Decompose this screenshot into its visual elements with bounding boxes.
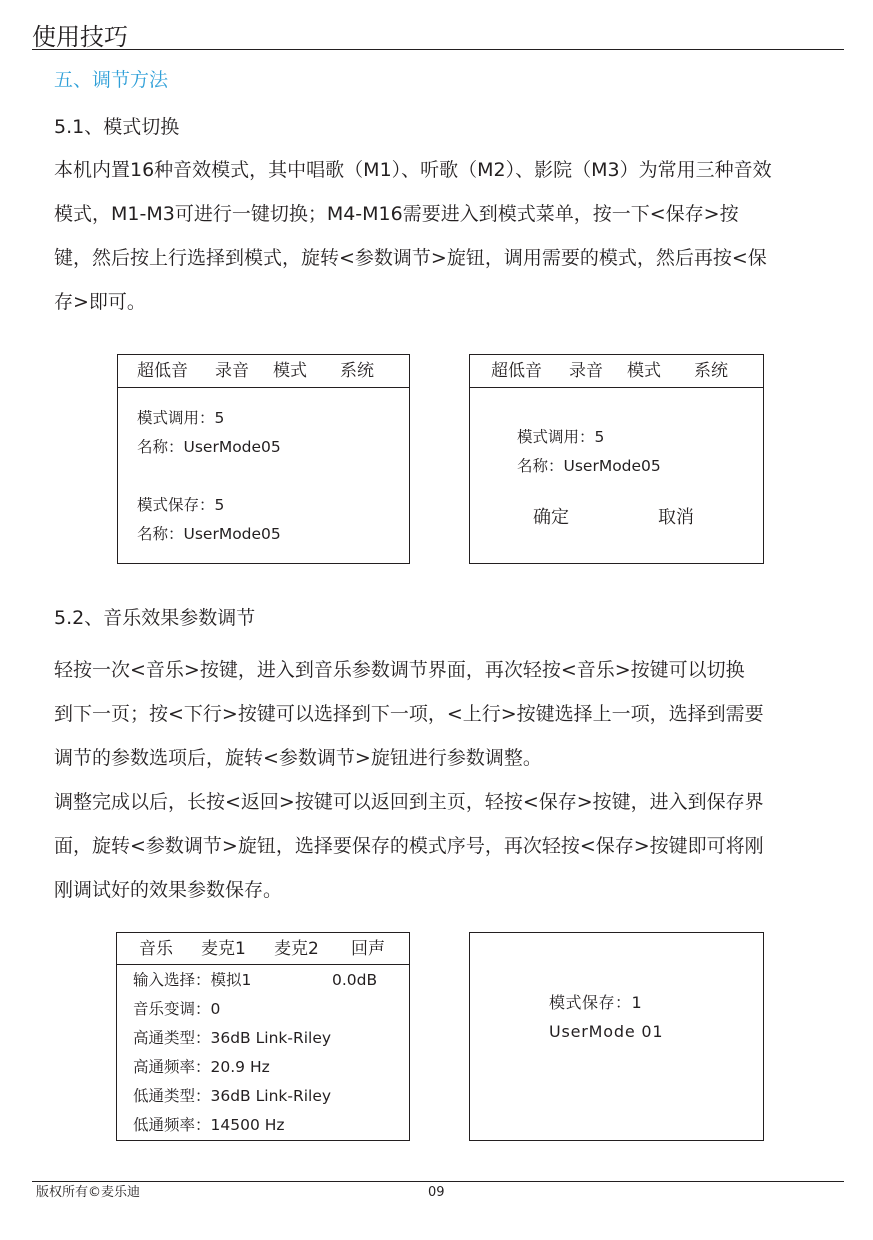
header-divider [32,49,844,50]
screen-menu-bar [118,355,409,388]
menu-item-subwoofer: 超低音 [137,361,188,381]
paragraph-line: 调节的参数选项后，旋转<参数调节>旋钮进行参数调整。 [54,747,542,769]
page-title: 使用技巧 [32,23,128,51]
lp-type-value: 低通类型：36dB Link-Riley [133,1087,332,1105]
menu-item-mic2: 麦克2 [274,939,319,959]
music-params-paragraph-2 [54,780,840,912]
page-number: 09 [428,1185,445,1200]
mode-call-name: 名称：UserMode05 [137,438,281,456]
confirm-button[interactable]: 确定 [533,507,569,528]
save-mode-name: UserMode 01 [549,1022,664,1041]
save-screen [469,932,764,1141]
menu-item-record: 录音 [569,361,603,381]
input-level-value: 0.0dB [332,971,378,989]
menu-item-echo: 回声 [351,939,385,959]
menu-item-system: 系统 [694,361,728,381]
paragraph-line: 轻按一次<音乐>按键，进入到音乐参数调节界面，再次轻按<音乐>按键可以切换 [54,659,745,681]
mode-screen-confirm [469,354,764,564]
hp-freq-value: 高通频率：20.9 Hz [133,1058,270,1076]
menu-item-system: 系统 [340,361,374,381]
mode-call-name: 名称：UserMode05 [517,457,661,475]
music-screen [116,932,410,1141]
paragraph-line: 调整完成以后，长按<返回>按键可以返回到主页，轻按<保存>按键，进入到保存界 [54,791,764,813]
paragraph-line: 到下一页；按<下行>按键可以选择到下一项，<上行>按键选择上一项，选择到需要 [54,703,764,725]
paragraph-line: 模式，M1-M3可进行一键切换；M4-M16需要进入到模式菜单，按一下<保存>按 [54,203,739,225]
mode-switch-heading: 5.1、模式切换 [54,116,180,138]
lp-freq-value: 低通频率：14500 Hz [133,1116,285,1134]
menu-item-record: 录音 [215,361,249,381]
footer-copyright: 版权所有©麦乐迪 [36,1185,141,1200]
mode-switch-paragraph [54,148,840,324]
mode-call-value: 模式调用：5 [517,428,605,446]
screen-menu-bar [470,355,763,388]
mode-screen-list [117,354,410,564]
screen-menu-bar [117,933,409,965]
input-select-value: 输入选择：模拟1 [133,971,252,989]
mode-save-value: 模式保存：5 [137,496,225,514]
paragraph-line: 本机内置16种音效模式，其中唱歌（M1）、听歌（M2）、影院（M3）为常用三种音效 [54,159,772,181]
paragraph-line: 面，旋转<参数调节>旋钮，选择要保存的模式序号，再次轻按<保存>按键即可将刚 [54,835,764,857]
menu-item-mode: 模式 [273,361,307,381]
music-params-heading: 5.2、音乐效果参数调节 [54,607,256,629]
section-heading: 五、调节方法 [54,69,169,91]
menu-item-subwoofer: 超低音 [491,361,542,381]
menu-item-mic1: 麦克1 [201,939,246,959]
cancel-button[interactable]: 取消 [658,507,694,528]
music-params-paragraph-1 [54,648,840,780]
music-transpose-value: 音乐变调：0 [133,1000,221,1018]
hp-type-value: 高通类型：36dB Link-Riley [133,1029,332,1047]
mode-call-value: 模式调用：5 [137,409,225,427]
save-slot-value: 模式保存：1 [549,993,643,1012]
menu-item-music: 音乐 [139,939,173,959]
menu-item-mode: 模式 [627,361,661,381]
mode-save-name: 名称：UserMode05 [137,525,281,543]
paragraph-line: 键，然后按上行选择到模式，旋转<参数调节>旋钮，调用需要的模式，然后再按<保 [54,247,767,269]
paragraph-line: 刚调试好的效果参数保存。 [54,879,283,901]
footer-divider [32,1181,844,1182]
paragraph-line: 存>即可。 [54,291,146,313]
